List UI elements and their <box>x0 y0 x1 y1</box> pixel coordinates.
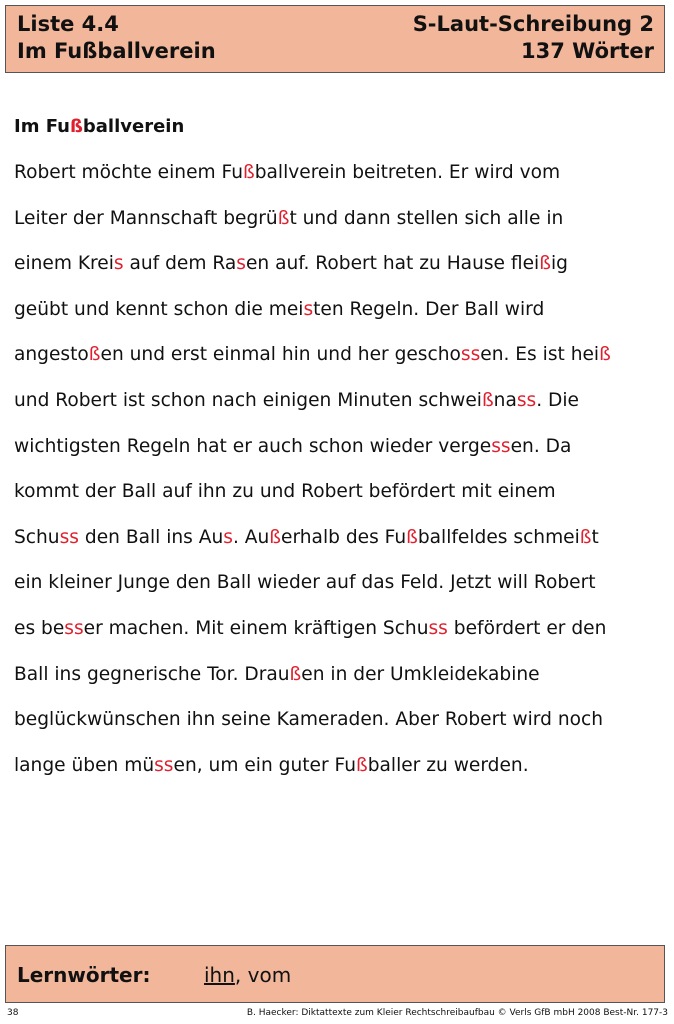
text-line <box>14 424 664 470</box>
text-segment: en. Da <box>510 435 572 457</box>
text-segment: lange üben mü <box>14 754 155 776</box>
worksheet-header <box>5 5 665 73</box>
text-segment: den Ball ins Au <box>78 526 224 548</box>
lernwoerter-words <box>204 963 291 987</box>
highlighted-s-sound: ss <box>516 389 537 411</box>
highlighted-s-sound: ss <box>460 344 481 366</box>
highlighted-s-sound: ss <box>491 435 511 457</box>
lernwort-vom: vom <box>247 963 292 987</box>
text-segment: ein kleiner Junge den Ball wieder auf das Feld. Jetzt will Robert <box>14 572 596 594</box>
word-count-label: 137 Wörter <box>521 39 654 63</box>
text-line <box>14 332 664 378</box>
text-line <box>14 560 664 606</box>
highlighted-s-sound: ß <box>289 663 302 685</box>
text-segment: erhalb des Fu <box>281 526 407 548</box>
highlighted-s-sound: ß <box>243 162 255 183</box>
text-segment: er machen. Mit einem kräftigen Schu <box>83 617 429 639</box>
header-row-top <box>17 11 654 38</box>
text-segment: ballverein <box>82 116 185 137</box>
story-title <box>14 116 184 137</box>
text-line <box>14 241 664 287</box>
highlighted-s-sound: ß <box>69 116 83 137</box>
text-line <box>14 697 664 743</box>
header-row-bottom <box>17 38 654 65</box>
text-segment: . Au <box>232 526 270 548</box>
highlighted-s-sound: ß <box>356 754 368 776</box>
text-line <box>14 743 664 789</box>
text-line <box>14 515 664 561</box>
text-segment: Leiter der Mannschaft begrü <box>14 207 278 229</box>
text-line <box>14 196 664 242</box>
text-line <box>14 469 664 515</box>
text-segment: beglückwünschen ihn seine Kameraden. Aber Robert wird noch <box>14 709 603 731</box>
text-segment: und Robert ist schon nach einigen Minuten schwei <box>14 389 482 411</box>
text-segment: auf dem Ra <box>123 253 237 275</box>
highlighted-s-sound: ss <box>59 526 79 548</box>
text-segment: einem Krei <box>14 253 114 275</box>
highlighted-s-sound: s <box>303 298 314 320</box>
text-segment: Im Fu <box>14 116 70 137</box>
highlighted-s-sound: ß <box>269 526 282 548</box>
text-segment: en, um ein guter Fu <box>173 754 356 776</box>
text-segment: ig <box>550 253 568 275</box>
list-label: Liste 4.4 <box>17 12 119 36</box>
highlighted-s-sound: ß <box>277 207 290 229</box>
text-segment: en in der Umkleidekabine <box>301 663 540 685</box>
text-segment: en auf. Robert hat zu Hause flei <box>245 253 540 275</box>
text-segment: en. Es ist hei <box>480 344 600 366</box>
text-line <box>14 606 664 652</box>
highlighted-s-sound: s <box>223 526 233 548</box>
text-segment: angesto <box>14 344 89 366</box>
story-text <box>14 150 664 788</box>
text-line <box>14 150 664 196</box>
text-segment: ten Regeln. Der Ball wird <box>313 298 545 320</box>
text-segment: Ball ins gegnerische Tor. Drau <box>14 663 290 685</box>
lernwort-separator: , <box>234 963 248 987</box>
text-segment: baller zu werden. <box>367 754 529 776</box>
highlighted-s-sound: ss <box>154 754 174 776</box>
topic-label: S-Laut-Schreibung 2 <box>412 12 654 36</box>
highlighted-s-sound: ß <box>539 253 551 275</box>
text-segment: kommt der Ball auf ihn zu und Robert befördert mit einem <box>14 481 556 503</box>
page-number: 38 <box>7 1008 19 1018</box>
text-segment: es be <box>14 617 65 639</box>
lernwoerter-label: Lernwörter: <box>17 963 151 987</box>
highlighted-s-sound: ß <box>579 526 592 548</box>
text-segment: wichtigsten Regeln hat er auch schon wieder verge <box>14 435 492 457</box>
text-segment: ballfeldes schmei <box>417 526 580 548</box>
text-segment: en und erst einmal hin und her gescho <box>100 344 461 366</box>
text-segment: befördert er den <box>447 617 607 639</box>
highlighted-s-sound: s <box>236 253 246 275</box>
text-segment: t <box>591 526 599 548</box>
text-segment: ballverein beitreten. Er wird vom <box>254 162 561 183</box>
highlighted-s-sound: ß <box>406 526 418 548</box>
highlighted-s-sound: ß <box>599 344 611 366</box>
text-segment: t und dann stellen sich alle in <box>289 207 564 229</box>
text-segment: na <box>493 389 517 411</box>
text-line <box>14 287 664 333</box>
lernwoerter-box <box>5 945 665 1003</box>
text-segment: Robert möchte einem Fu <box>14 162 243 183</box>
text-segment: . Die <box>536 389 579 411</box>
highlighted-s-sound: s <box>113 253 124 275</box>
highlighted-s-sound: ss <box>428 617 448 639</box>
highlighted-s-sound: ß <box>88 344 101 366</box>
text-line <box>14 652 664 698</box>
text-line <box>14 378 664 424</box>
highlighted-s-sound: ß <box>481 389 494 411</box>
subtitle-label: Im Fußballverein <box>17 39 216 63</box>
lernwort-ihn: ihn <box>204 963 235 987</box>
text-segment: geübt und kennt schon die mei <box>14 298 304 320</box>
highlighted-s-sound: ss <box>64 617 84 639</box>
publisher-credits: B. Haecker: Diktattexte zum Kleier Rechtschreibaufbau © Verls GfB mbH 2008 Best-Nr. 177-3 <box>246 1008 668 1018</box>
text-segment: Schu <box>14 526 60 548</box>
